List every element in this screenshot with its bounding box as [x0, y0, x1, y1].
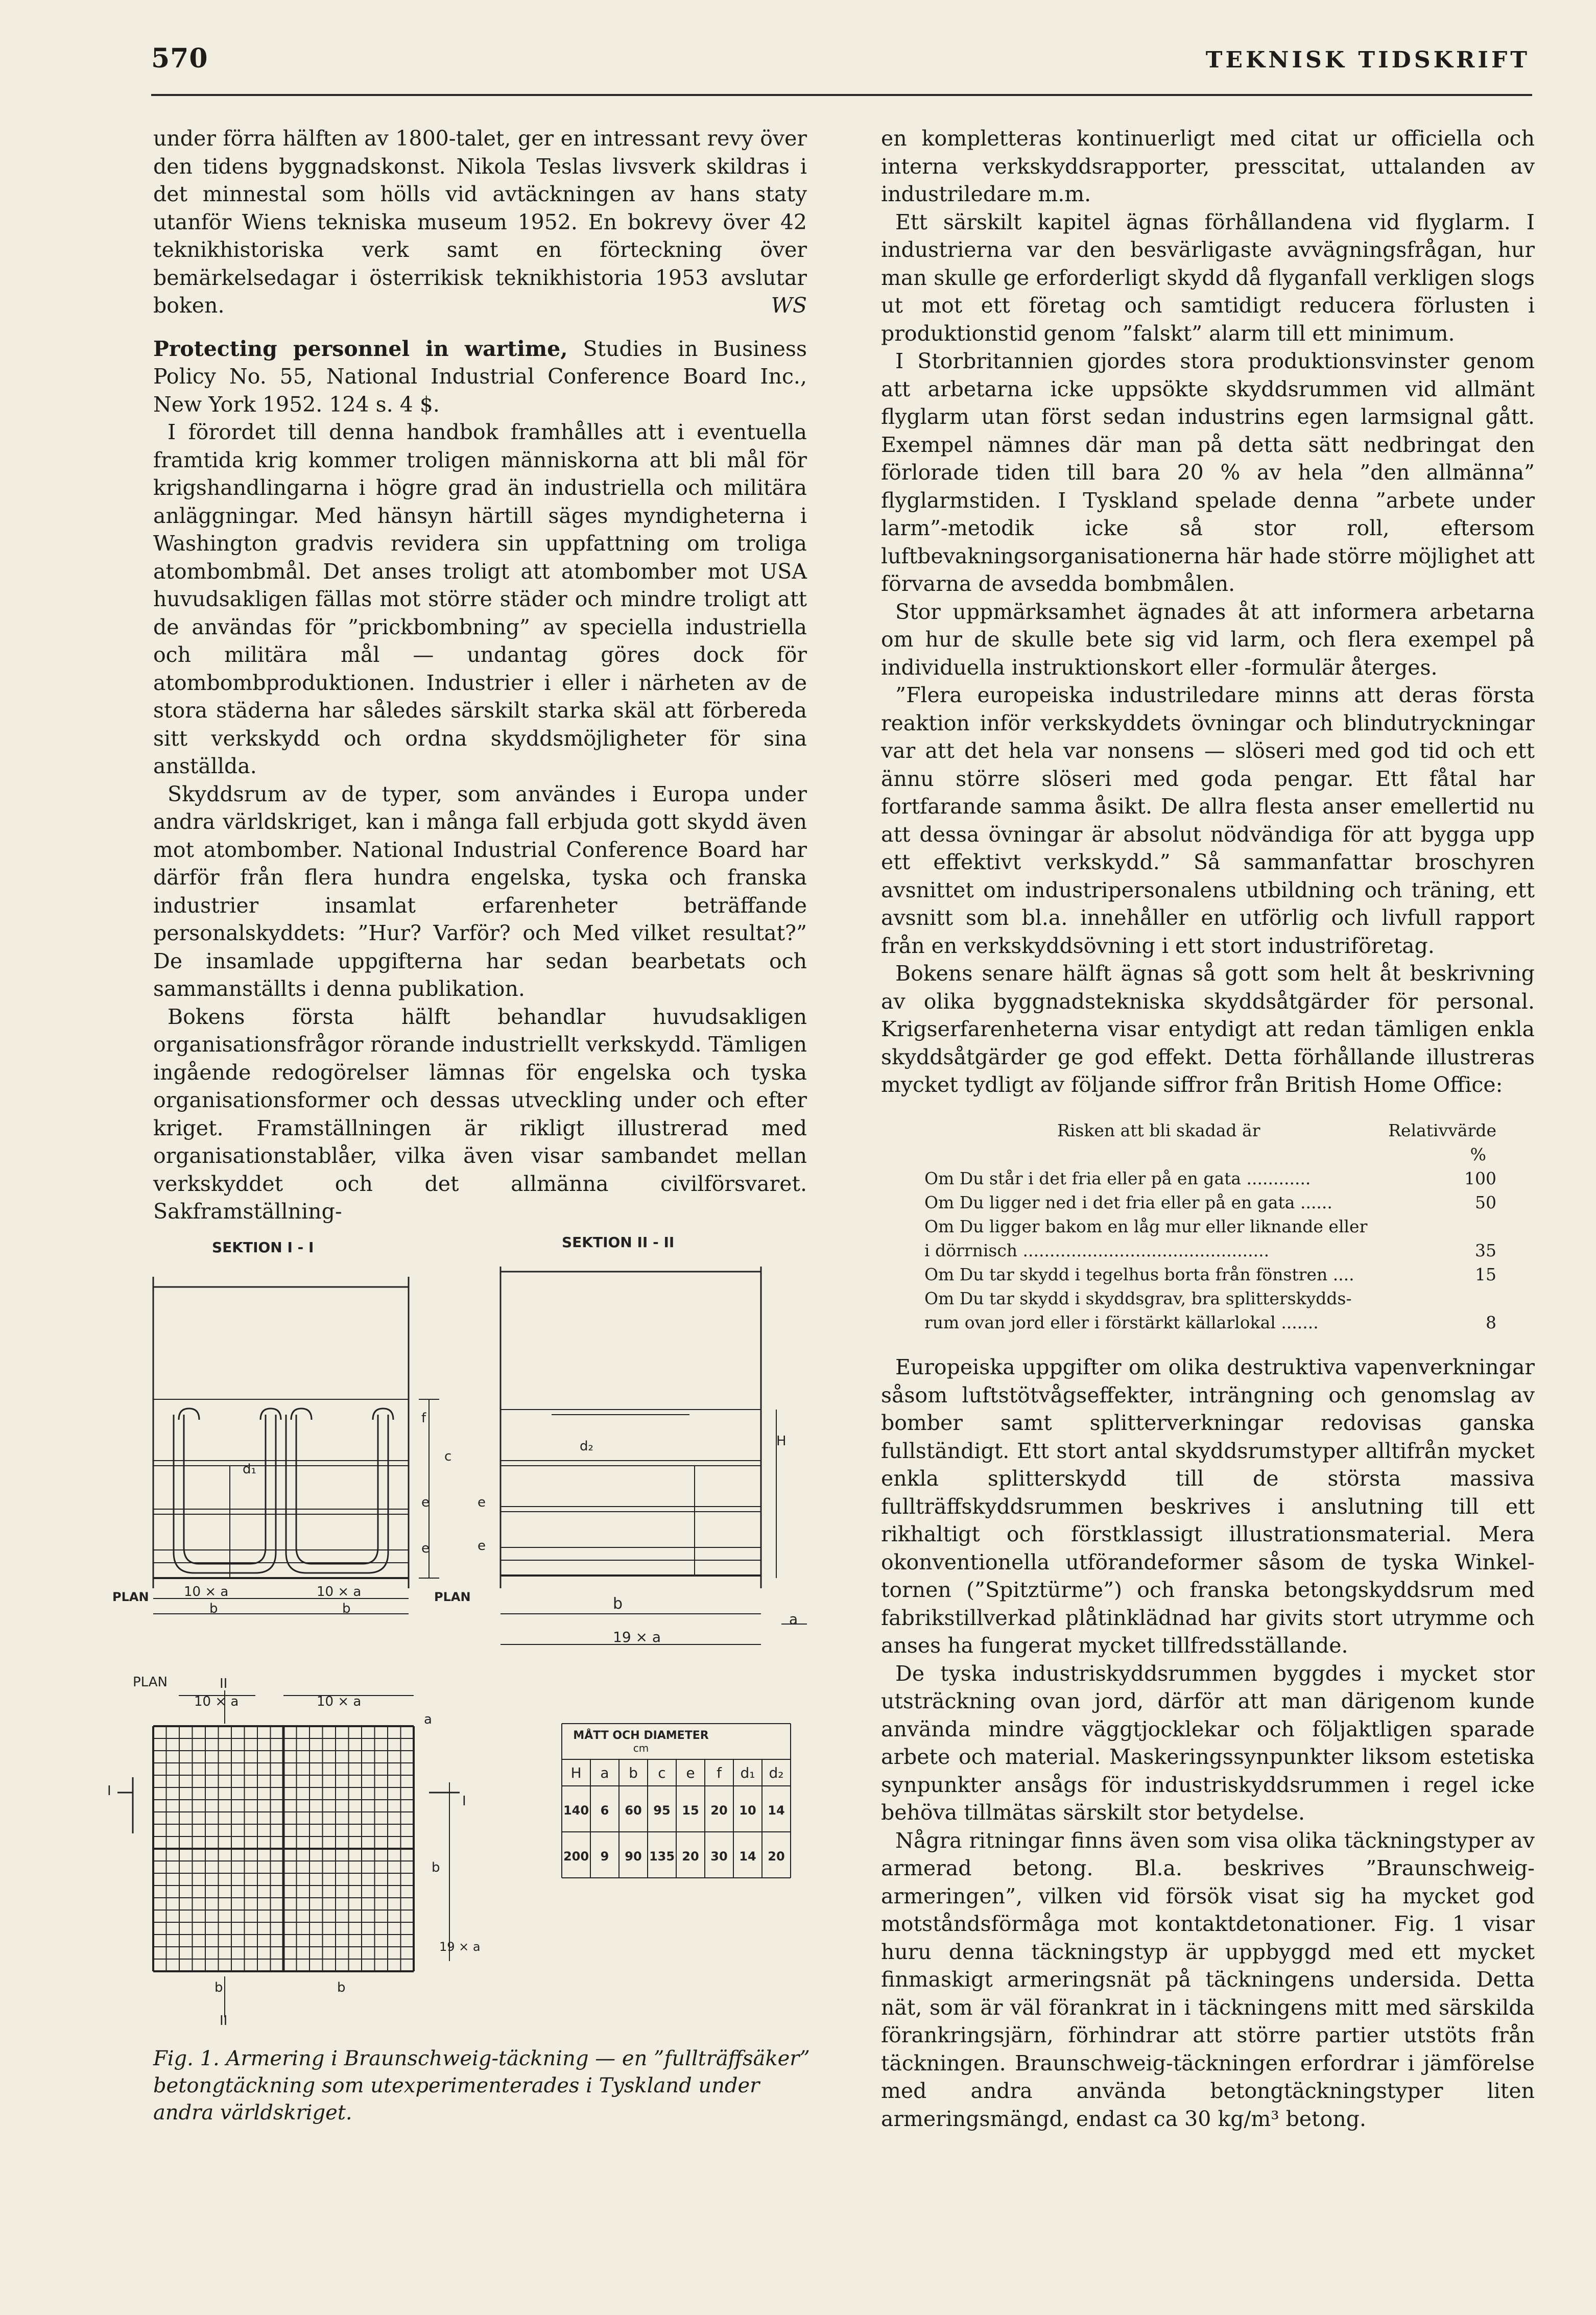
- value-unit: %: [1470, 1144, 1486, 1164]
- table-header-cell: f: [717, 1764, 722, 1781]
- paragraph: De tyska industriskyddsrummen byggdes i mycket stor utsträckning ovan jord, därför att man därigenom kunde använda mindre väggtjocklekar och följaktligen sparade arbete och material. Maskeringssynpunkter liksom estetiska synpunkter ansågs för industriskyddsrummen i regel icke behöva tillmätas särskilt stor betydelse.: [881, 1661, 1535, 1825]
- label-b: b: [209, 1601, 218, 1616]
- risk-row: [924, 1286, 1496, 1310]
- label-I: I: [107, 1783, 111, 1799]
- risk-text: Om Du står i det fria eller på en gata ............: [924, 1168, 1311, 1188]
- paragraph: en kompletteras kontinuerligt med citat ur officiella och interna verkskyddsrapporter, presscitat, uttalanden av industriledare m.m.: [881, 126, 1535, 206]
- book-title: Protecting personnel in wartime,: [153, 336, 568, 361]
- paragraph: under förra hälften av 1800-talet, ger en intressant revy över den tidens byggnadskonst. Nikola Teslas livsverk skildras i det minnestal som hölls vid avtäckningen av hans staty utanför Wiens tekniska museum 1952. En bokrevy över 42 teknikhistoriska verk samt en förteckning över bemärkelsedagar i österrikisk teknikhistoria 1953 avslutar boken. WS: [153, 125, 807, 320]
- dim-10a: 10 × a: [317, 1584, 362, 1600]
- risk-value: 35: [1475, 1240, 1496, 1260]
- label-d1: d₁: [243, 1462, 256, 1477]
- table-cell: 14: [768, 1803, 785, 1818]
- risk-text: i dörrnisch ..............................................: [924, 1240, 1270, 1260]
- risk-text: Om Du ligger ned i det fria eller på en gata ......: [924, 1192, 1332, 1212]
- figure-caption: Fig. 1. Armering i Braunschweig-täckning — en ”fullträffsäker” betongtäckning som utexperimenterades i Tyskland under andra världskriget.: [153, 2047, 810, 2125]
- risk-row: [924, 1190, 1496, 1214]
- table-cell: 95: [653, 1803, 671, 1818]
- label-e: e: [421, 1541, 430, 1556]
- label-e: e: [478, 1538, 486, 1554]
- plan-label: PLAN: [112, 1590, 149, 1604]
- risk-text: Om Du ligger bakom en låg mur eller liknande eller: [924, 1216, 1368, 1236]
- label-e: e: [478, 1495, 486, 1510]
- author-signature: WS: [771, 293, 807, 318]
- journal-name: TEKNISK TIDSKRIFT: [1205, 47, 1530, 73]
- dim-19a: 19 × a: [439, 1940, 481, 1954]
- header-rule: [151, 94, 1532, 96]
- table-unit: cm: [633, 1742, 649, 1754]
- paragraph: Skyddsrum av de typer, som användes i Europa under andra världskriget, kan i många fall erbjuda gott skydd även mot atombomber. National Industrial Conference Board har därför från flera hundra engelska, tyska och franska industrier insamlat erfarenheter beträffande personalskyddets: ”Hur? Varför? och Med vilket resultat?” De insamlade uppgifterna har sedan bearbetats och sammanställts i denna publikation.: [153, 781, 807, 1001]
- table-cell: 135: [649, 1849, 675, 1864]
- section-1-drawing: [153, 1277, 439, 1614]
- section-2-label: SEKTION II - II: [562, 1234, 675, 1251]
- table-cell: 20: [768, 1849, 785, 1864]
- risk-row: [924, 1214, 1496, 1238]
- risk-value: 8: [1486, 1312, 1496, 1332]
- page-number: 570: [151, 43, 208, 74]
- label-b: b: [613, 1595, 623, 1613]
- review-heading: [153, 335, 807, 419]
- risk-col-header: Risken att bli skadad är: [1057, 1120, 1260, 1140]
- section-1-label: SEKTION I - I: [212, 1239, 314, 1256]
- table-cell: 140: [563, 1803, 589, 1818]
- table-cell: 14: [739, 1849, 756, 1864]
- label-II: II: [220, 1676, 228, 1691]
- label-b: b: [432, 1860, 440, 1875]
- label-c: c: [444, 1449, 452, 1464]
- risk-text: rum ovan jord eller i förstärkt källarlokal .......: [924, 1312, 1319, 1332]
- paragraph: Ett särskilt kapitel ägnas förhållandena vid flyglarm. I industrierna var den besvärligaste avvägningsfrågan, hur man skulle ge erforderligt skydd då flyganfall verkligen slogs ut mot ett företag och samtidigt reducera förlusten i produktionstid genom ”falskt” alarm till ett minimum.: [881, 209, 1535, 346]
- table-header-cell: b: [629, 1764, 638, 1781]
- section-2-drawing: [501, 1267, 807, 1644]
- table-cell: 15: [682, 1803, 699, 1818]
- paragraph: Bokens senare hälft ägnas så gott som helt åt beskrivning av olika byggnadstekniska skyddsåtgärder för personal. Krigserfarenheterna visar entydigt att redan tämligen enkla skyddsåtgärder ge god effekt. Detta förhållande illustreras mycket tydligt av följande siffror från British Home Office:: [881, 961, 1535, 1097]
- paragraph: Europeiska uppgifter om olika destruktiva vapenverkningar såsom luftstötvågseffekter, inträngning och genomslag av bomber samt splitterverkningar redovisas ganska fullständigt. Ett stort antal skyddsrumstyper alltifrån mycket enkla splitterskydd till de största massiva fullträffskyddsrummen beskrives i anslutning till ett rikhaltigt och förstklassigt illustrationsmaterial. Mera okonventionella utförandeformer såsom de tyska Winkel-tornen (”Spitztürme”) och franska betongskyddsrum med fabrikstillverkad plåtinklädnad har givits stort utrymme och anses ha fungerat mycket tillfredsställande.: [881, 1355, 1535, 1658]
- label-e: e: [421, 1495, 430, 1510]
- risk-value: 15: [1475, 1264, 1496, 1284]
- table-cell: 20: [710, 1803, 728, 1818]
- risk-text: Om Du tar skydd i skyddsgrav, bra splitterskydds-: [924, 1288, 1352, 1308]
- paragraph: I Storbritannien gjordes stora produktionsvinster genom att arbetarna icke uppsökte skyddsrummen vid allmänt flyglarm utan först sedan industrins egen larmsignal gått. Exempel nämnes där man på detta sätt nedbringat den förlorade tiden till bara 20 % av hela ”den allmänna” flyglarmstiden. I Tyskland spelade denna ”arbete under larm”-metodik icke så stor roll, eftersom luftbevakningsorganisationerna här hade större möjlighet att förvarna de avsedda bombmålen.: [881, 349, 1535, 596]
- label-I: I: [462, 1794, 466, 1809]
- risk-row: [924, 1166, 1496, 1190]
- risk-text: Om Du tar skydd i tegelhus borta från fönstren ....: [924, 1264, 1354, 1284]
- table-header-cell: d₁: [740, 1764, 755, 1781]
- dim-10a: 10 × a: [317, 1694, 362, 1709]
- table-header-cell: d₂: [769, 1764, 784, 1781]
- risk-value: 50: [1475, 1192, 1496, 1212]
- table-cell: 20: [682, 1849, 699, 1864]
- table-cell: 10: [739, 1803, 756, 1818]
- paragraph: ”Flera europeiska industriledare minns att deras första reaktion inför verkskyddets övningar och blindutryckningar var att det hela var nonsens — slöseri med god tid och ett ännu större slöseri med goda pengar. Ett fåtal har fortfarande samma åsikt. De allra flesta anser emellertid nu att dessa övningar är absolut nödvändiga för att bygga upp ett effektivt verkskydd.” Så sammanfattar broschyren avsnittet om industripersonalens utbildning och träning, ett avsnitt som bl.a. innehåller en utförlig och livfull rapport från en verkskyddsövning i ett stort industriföretag.: [881, 683, 1535, 958]
- table-header-cell: c: [658, 1764, 666, 1781]
- label-a: a: [789, 1611, 798, 1628]
- table-cell: 6: [600, 1803, 609, 1818]
- plan-grid: [117, 1690, 460, 2017]
- table-cell: 60: [625, 1803, 642, 1818]
- risk-row: [924, 1262, 1496, 1286]
- paragraph: I förordet till denna handbok framhålles att i eventuella framtida krig kommer troligen människorna att bli mål för krigshandlingarna i högre grad än industriella och militära anläggningar. Med hänsyn härtill säges myndigheterna i Washington gradvis revidera sin uppfattning om troliga atombombmål. Det anses troligt att atombomber mot USA huvudsakligen fällas mot större städer och mindre troligt att de användas för ”prickbombning” av speciella industriella och militära mål — undantag göres dock för atombombproduktionen. Industrier i eller i närheten av de stora städerna har således särskilt starka skäl att förbereda sitt verkskydd och ordna skyddsmöjligheter för sina anställda.: [153, 420, 807, 778]
- table-cell: 30: [710, 1849, 728, 1864]
- label-a: a: [424, 1712, 432, 1727]
- page-header: [151, 43, 1530, 89]
- table-cell: 90: [625, 1849, 642, 1864]
- left-column: [153, 125, 807, 1226]
- label-b: b: [342, 1601, 351, 1616]
- figure-1: [102, 1221, 858, 2038]
- table-header-cell: H: [570, 1764, 582, 1781]
- plan-label: PLAN: [133, 1675, 168, 1690]
- paragraph: Stor uppmärksamhet ägnades åt att informera arbetarna om hur de skulle bete sig vid larm, och flera exempel på individuella instruktionskort eller -formulär återges.: [881, 599, 1535, 680]
- paragraph: Några ritningar finns även som visa olika täckningstyper av armerad betong. Bl.a. beskrives ”Braunschweig-armeringen”, vilken vid försök visat sig ha mycket god motståndsförmåga mot kontaktdetonationer. Fig. 1 visar huru denna täckningstyp är uppbyggd med ett mycket finmaskigt armeringsnät på täckningens undersida. Detta nät, som är väl förankrat in i täckningens mitt med särskilda förankringsjärn, förhindrar att större partier utstöts från täckningen. Braunschweig-täckningen erfordrar i jämförelse med andra använda betongtäckningstyper liten armeringsmängd, endast ca 30 kg/m³ betong.: [881, 1828, 1535, 2131]
- risk-row: [924, 1310, 1496, 1334]
- dim-10a: 10 × a: [184, 1584, 229, 1600]
- risk-table: [924, 1118, 1496, 1334]
- dim-10a: 10 × a: [194, 1694, 239, 1709]
- label-f: f: [421, 1411, 426, 1426]
- risk-value: [1440, 1286, 1496, 1310]
- dimension-table: [562, 1724, 791, 1878]
- label-d2: d₂: [580, 1439, 593, 1454]
- table-cell: 9: [600, 1849, 609, 1864]
- table-header-cell: a: [600, 1764, 609, 1781]
- value-col-header: Relativvärde: [1388, 1120, 1496, 1140]
- dim-19a: 19 × a: [613, 1629, 661, 1645]
- risk-value: 100: [1464, 1168, 1496, 1188]
- reinforcement-drawing: [102, 1221, 858, 2038]
- paragraph: Bokens första hälft behandlar huvudsakligen organisationsfrågor rörande industriellt verkskydd. Tämligen ingående redogörelser lämnas för engelska och tyska organisationsformer och dessas utveckling under och efter kriget. Framställningen är rikligt illustrerad med organisationstablåer, vilka även visar sambandet mellan verkskyddet och det allmänna civilförsvaret. Sakframställning-: [153, 1004, 807, 1224]
- label-II: II: [220, 2013, 228, 2028]
- right-column: [881, 125, 1535, 1099]
- label-b: b: [215, 1980, 223, 1995]
- plan-label: PLAN: [434, 1590, 471, 1604]
- book-details: Studies in Business Policy No. 55, National Industrial Conference Board Inc., New York 1952. 124 s. 4 $.: [153, 336, 807, 417]
- risk-value: [1440, 1214, 1496, 1238]
- label-b: b: [337, 1980, 346, 1995]
- table-header-cell: e: [686, 1764, 695, 1781]
- risk-row: [924, 1238, 1496, 1262]
- right-column-continued: [881, 1353, 1535, 2133]
- table-title: MÅTT OCH DIAMETER: [573, 1729, 709, 1742]
- table-cell: 200: [563, 1849, 589, 1864]
- label-H: H: [776, 1434, 787, 1449]
